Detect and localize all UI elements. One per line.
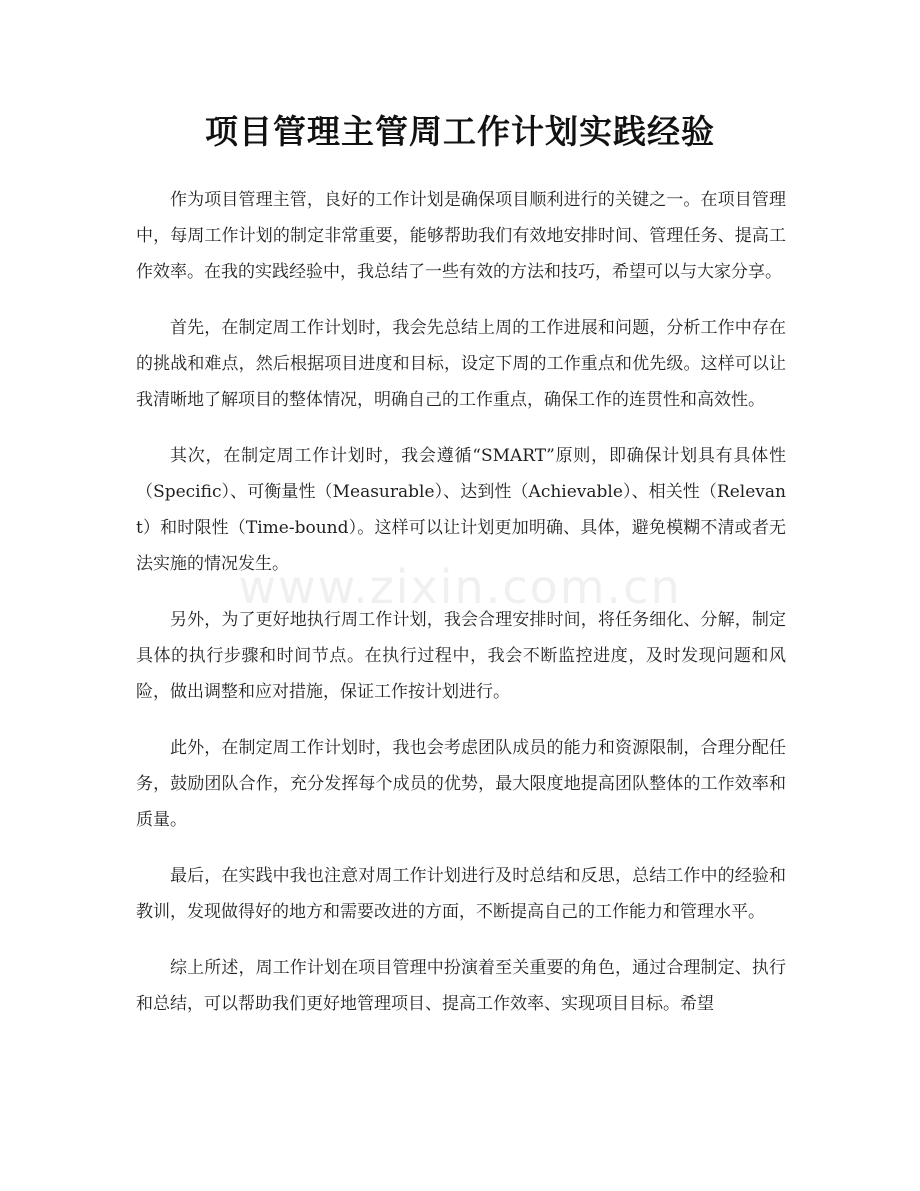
paragraph-first: 首先，在制定周工作计划时，我会先总结上周的工作进展和问题，分析工作中存在的挑战和难点，然后根据项目进度和目标，设定下周的工作重点和优先级。这样可以让我清晰地了解项目的整体情况，明确自己的工作重点，确保工作的连贯性和高效性。	[136, 318, 786, 410]
paragraph-last: 最后，在实践中我也注意对周工作计划进行及时总结和反思，总结工作中的经验和教训，发现做得好的地方和需要改进的方面，不断提高自己的工作能力和管理水平。	[136, 866, 786, 922]
paragraph-second: 其次，在制定周工作计划时，我会遵循“SMART”原则，即确保计划具有具体性（Specific）、可衡量性（Measurable）、达到性（Achievable）、相关性（Relevant）和时限性（Time-bound）。这样可以让计划更加明确、具体，避免模糊不清或者无法实施的情况发生。	[136, 446, 786, 574]
paragraph-fourth: 此外，在制定周工作计划时，我也会考虑团队成员的能力和资源限制，合理分配任务，鼓励团队合作，充分发挥每个成员的优势，最大限度地提高团队整体的工作效率和质量。	[136, 738, 786, 830]
document-title: 项目管理主管周工作计划实践经验	[205, 112, 715, 151]
document-body	[136, 182, 786, 1042]
paragraph-third: 另外，为了更好地执行周工作计划，我会合理安排时间，将任务细化、分解，制定具体的执行步骤和时间节点。在执行过程中，我会不断监控进度，及时发现问题和风险，做出调整和应对措施，保证工作按计划进行。	[136, 610, 786, 702]
paragraph-intro: 作为项目管理主管，良好的工作计划是确保项目顺利进行的关键之一。在项目管理中，每周工作计划的制定非常重要，能够帮助我们有效地安排时间、管理任务、提高工作效率。在我的实践经验中，我总结了一些有效的方法和技巧，希望可以与大家分享。	[136, 190, 786, 282]
watermark: www.zixin.com.cn	[238, 560, 682, 614]
paragraph-summary: 综上所述，周工作计划在项目管理中扮演着至关重要的角色，通过合理制定、执行和总结，可以帮助我们更好地管理项目、提高工作效率、实现项目目标。希望	[136, 958, 786, 1014]
